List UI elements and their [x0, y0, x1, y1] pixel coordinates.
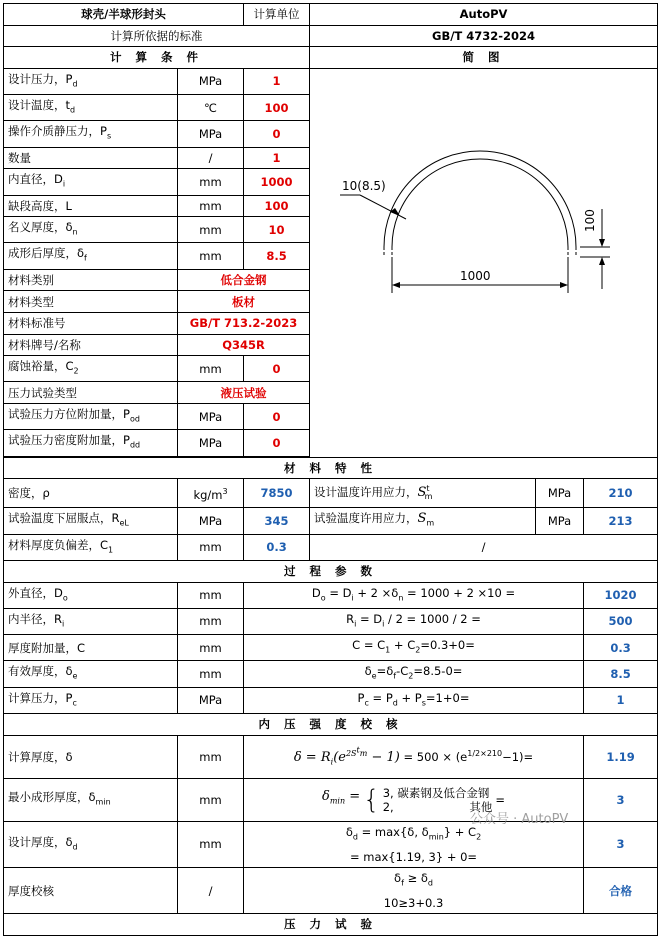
watermark: 公众号 · AutoPV — [470, 812, 569, 827]
material-value: GB/T 713.2-2023 — [178, 312, 310, 334]
process-value: 1 — [584, 687, 658, 713]
process-unit: mm — [178, 661, 244, 687]
unit-value: AutoPV — [310, 4, 658, 26]
min-thk-eq: = — [495, 792, 505, 807]
calc-thk-formula: $\delta = R_i(e^{2S^tm} - 1) = 500 \times (e^{1/2\times 210}-1)=$ — [244, 735, 584, 778]
yield-unit: MPa — [178, 508, 244, 534]
material-prop-row — [4, 479, 658, 508]
material-label: 材料类别 — [4, 269, 178, 291]
cond-unit: mm — [178, 217, 244, 243]
cond-label: 试验压力密度附加量，P — [8, 433, 130, 448]
calc-thk-exp-den: 2×210 — [475, 749, 503, 759]
empty-slash: / — [310, 534, 658, 560]
sketch-cell — [310, 68, 658, 457]
process-label: 厚度附加量，C — [8, 640, 86, 655]
process-formula: $D_o = D_i + 2 \times\delta_n = 1000 + 2 \times 10$ = — [244, 582, 584, 608]
cond-unit: ℃ — [178, 95, 244, 121]
process-label: 有效厚度，δ — [8, 664, 73, 679]
standard-label: 计算所依据的标准 — [4, 25, 310, 47]
check-label: 厚度校核 — [4, 867, 178, 913]
material-value: 板材 — [178, 291, 310, 313]
allow-design-sub: m — [424, 492, 433, 502]
inner-arc — [392, 159, 568, 247]
cond-unit: mm — [178, 195, 244, 217]
process-formula: $R_i = D_i / 2 = 1000 / 2$ = — [244, 608, 584, 634]
process-unit: mm — [178, 635, 244, 661]
material-value: 低合金钢 — [178, 269, 310, 291]
process-label: 计算压力，P — [8, 690, 73, 705]
yield-label: 试验温度下屈服点，R — [8, 511, 120, 526]
section-strength: 内 压 强 度 校 核 — [4, 714, 658, 736]
cond-label: 试验压力方位附加量，P — [8, 407, 130, 422]
arrow-right — [560, 282, 568, 288]
cond-value: 10 — [244, 217, 310, 243]
allow-test-sym: S — [417, 511, 427, 527]
yield-sub: eL — [119, 518, 129, 528]
calc-table — [3, 3, 658, 936]
cond-value: 100 — [244, 95, 310, 121]
cond-sub: i — [62, 179, 66, 189]
cond-unit: / — [178, 147, 244, 169]
density-unit: kg/m — [193, 487, 223, 502]
diameter-label: 1000 — [460, 268, 491, 283]
cond-value: 1000 — [244, 169, 310, 195]
hemispherical-head-sketch — [310, 69, 658, 429]
check-value: 合格 — [584, 867, 658, 913]
process-sub: i — [62, 619, 65, 629]
process-row — [4, 687, 658, 713]
neg-dev-label: 材料厚度负偏差，C — [8, 537, 109, 552]
cond-value: 8.5 — [244, 243, 310, 269]
calc-thk-exp-num: 1 — [467, 749, 473, 759]
min-thk-sub: min — [95, 797, 111, 807]
cond-sub: 2 — [73, 366, 79, 376]
cond-value: 100 — [244, 195, 310, 217]
cond-value: 1 — [244, 68, 310, 94]
calculation-sheet — [3, 3, 657, 936]
section-sketch: 简 图 — [310, 47, 658, 69]
process-formula: $P_c = P_d + P_s=1+0=$ — [244, 687, 584, 713]
cond-label: 内直径，D — [8, 172, 63, 187]
cond-value: 1 — [244, 147, 310, 169]
cond-unit: mm — [178, 169, 244, 195]
process-unit: MPa — [178, 687, 244, 713]
min-thk-formula: $\delta_{min}$ = { 3, 碳素钢及低合金钢 2, 其他 = — [244, 778, 584, 821]
calc-thk-label: 计算厚度，δ — [4, 735, 178, 778]
cond-value: 0 — [244, 356, 310, 382]
sheet-title: 球壳/半球形封头 — [4, 4, 244, 26]
cond-label: 设计温度，t — [8, 98, 71, 113]
design-thk-line2: = max{1.19, 3} + 0= — [349, 849, 478, 864]
cond-sub: d — [72, 79, 78, 89]
cond-label: 操作介质静压力，P — [8, 124, 107, 139]
process-formula: $C = C_1 + C_2=0.3+0=$ — [244, 635, 584, 661]
arrow-left — [392, 282, 400, 288]
section-pressure-test: 压 力 试 验 — [4, 914, 658, 936]
material-label: 材料标准号 — [4, 312, 178, 334]
process-unit: mm — [178, 582, 244, 608]
design-thickness-row — [4, 821, 658, 867]
process-row — [4, 582, 658, 608]
design-thk-value: 3 — [584, 821, 658, 867]
arrow-top — [599, 239, 605, 247]
calc-thk-formula-end: −1)= — [502, 750, 534, 765]
process-value: 1020 — [584, 582, 658, 608]
cond-label: 成形后厚度，δ — [8, 246, 85, 261]
check-line2: 10≥3+0.3 — [383, 896, 444, 911]
allow-design-sup: t — [426, 484, 430, 494]
min-thk-case2-val: 2, — [382, 799, 394, 814]
material-value: Q345R — [178, 334, 310, 356]
cond-label: 数量 — [8, 150, 31, 165]
allow-design-unit: MPa — [536, 479, 584, 508]
unit-label: 计算单位 — [244, 4, 310, 26]
material-prop-row — [4, 534, 658, 560]
process-value: 8.5 — [584, 661, 658, 687]
process-sub: o — [62, 592, 68, 602]
cond-unit: MPa — [178, 404, 244, 430]
cond-unit: MPa — [178, 121, 244, 147]
process-unit: mm — [178, 608, 244, 634]
process-label: 内半径，R — [8, 611, 62, 626]
section-material: 材 料 特 性 — [4, 457, 658, 479]
cond-value: 0 — [244, 404, 310, 430]
cond-label: 腐蚀裕量，C — [8, 359, 74, 374]
cond-sub: d — [70, 105, 76, 115]
allow-design-label: 设计温度许用应力， — [314, 485, 418, 500]
check-formula: $\delta_f \ge \delta_d$ 10≥3+0.3 — [244, 867, 584, 913]
cond-sub: f — [84, 253, 87, 263]
design-thk-sub: d — [72, 841, 78, 851]
cond-label: 设计压力，P — [8, 71, 73, 86]
neg-dev-sub: 1 — [108, 544, 114, 554]
min-thk-value: 3 — [584, 778, 658, 821]
min-thk-case1-txt: 碳素钢及低合金钢 — [397, 785, 490, 800]
check-unit: / — [178, 867, 244, 913]
cond-label: 名义厚度，δ — [8, 220, 73, 235]
thickness-label: 10(8.5) — [342, 178, 386, 193]
thickness-check-row — [4, 867, 658, 913]
cond-sub: od — [129, 414, 140, 424]
design-thk-unit: mm — [178, 821, 244, 867]
min-thk-case1-val: 3, — [382, 785, 394, 800]
calc-thk-unit: mm — [178, 735, 244, 778]
arrow-bottom — [599, 257, 605, 265]
outer-arc — [384, 151, 576, 247]
material-prop-row — [4, 508, 658, 534]
height-label: 100 — [583, 208, 598, 232]
min-thk-case2-txt: 其他 — [469, 799, 493, 814]
density-value: 7850 — [244, 479, 310, 508]
allow-design-value: 210 — [584, 479, 658, 508]
process-formula: $\delta_e=\delta_f-C_2=8.5-0=$ — [244, 661, 584, 687]
cond-value: 0 — [244, 430, 310, 456]
standard-value: GB/T 4732-2024 — [310, 25, 658, 47]
neg-dev-value: 0.3 — [244, 534, 310, 560]
calc-thk-formula-tail: = 500 × (e — [403, 750, 468, 765]
material-label: 材料牌号/名称 — [4, 334, 178, 356]
process-row — [4, 661, 658, 687]
test-type-label: 压力试验类型 — [4, 382, 178, 404]
neg-dev-unit: mm — [178, 534, 244, 560]
allow-test-value: 213 — [584, 508, 658, 534]
cond-sub: s — [106, 131, 112, 141]
min-thk-label: 最小成形厚度，δ — [8, 789, 96, 804]
cond-value: 0 — [244, 121, 310, 147]
section-conditions: 计 算 条 件 — [4, 47, 310, 69]
cond-unit: MPa — [178, 68, 244, 94]
process-sub: c — [72, 698, 77, 707]
cond-unit: mm — [178, 356, 244, 382]
cond-label: 缺段高度，L — [8, 198, 72, 213]
process-value: 500 — [584, 608, 658, 634]
allow-design-sym: S — [417, 485, 427, 501]
design-thk-line1: = max{δ, δ — [361, 824, 429, 839]
cond-row — [4, 68, 658, 94]
calc-thk-value: 1.19 — [584, 735, 658, 778]
material-label: 材料类型 — [4, 291, 178, 313]
cond-unit: MPa — [178, 430, 244, 456]
calc-thickness-row — [4, 735, 658, 778]
density-unit-sup: 3 — [222, 486, 228, 496]
density-label: 密度，ρ — [4, 479, 178, 508]
min-thk-unit: mm — [178, 778, 244, 821]
design-thk-label: 设计厚度，δ — [8, 834, 73, 849]
test-type-value: 液压试验 — [178, 382, 310, 404]
process-value: 0.3 — [584, 635, 658, 661]
yield-value: 345 — [244, 508, 310, 534]
cond-sub: n — [72, 227, 78, 237]
design-thk-formula: $\delta_d = \max\{\delta$, $\delta_{min}\} + C_2$ = max{1.19, 3} + 0= — [244, 821, 584, 867]
process-sub: e — [72, 671, 78, 681]
section-process: 过 程 参 数 — [4, 560, 658, 582]
cond-unit: mm — [178, 243, 244, 269]
process-row — [4, 635, 658, 661]
allow-test-unit: MPa — [536, 508, 584, 534]
process-row — [4, 608, 658, 634]
allow-test-sub: m — [426, 518, 435, 528]
process-label: 外直径，D — [8, 585, 63, 600]
allow-test-label: 试验温度许用应力， — [314, 511, 418, 526]
cond-sub: dd — [129, 440, 141, 450]
